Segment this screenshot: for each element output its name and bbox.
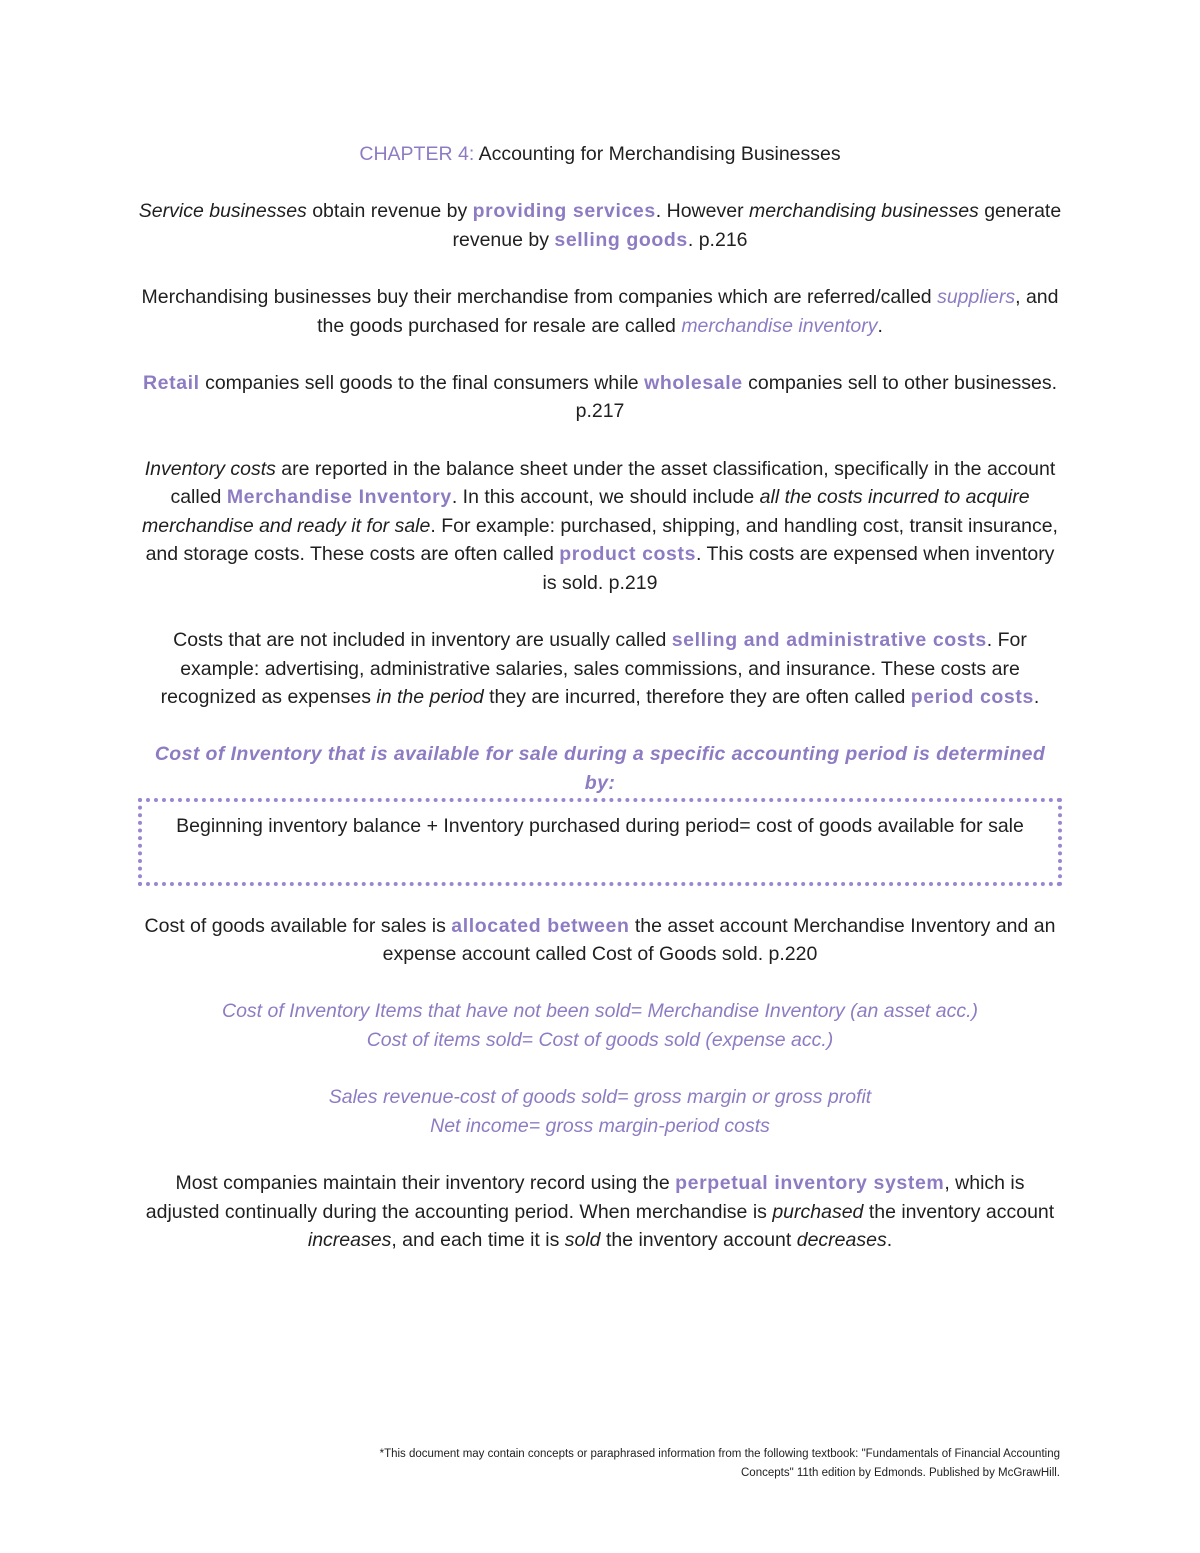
text: the inventory account bbox=[863, 1200, 1055, 1223]
emphasis-sold: sold bbox=[564, 1229, 601, 1252]
text: are reported in the balance sheet under the asset classification, specifically in the account called bbox=[170, 457, 1056, 509]
term-selling-admin-costs: selling and administrative costs bbox=[671, 629, 987, 652]
text: . This costs are expensed when inventory is sold. p.219 bbox=[542, 543, 1055, 594]
paragraph-allocation bbox=[138, 912, 1062, 969]
term-allocated-between: allocated between bbox=[451, 914, 630, 937]
text: Cost of goods available for sales is bbox=[144, 914, 452, 937]
emphasis-purchased: purchased bbox=[772, 1200, 864, 1223]
paragraph-suppliers bbox=[138, 283, 1062, 340]
chapter-heading bbox=[138, 140, 1062, 169]
term-perpetual-inventory-system: perpetual inventory system bbox=[675, 1172, 945, 1194]
term-selling-goods: selling goods bbox=[554, 228, 688, 251]
paragraph-perpetual-system bbox=[138, 1169, 1062, 1255]
text: Merchandising businesses buy their merchandise from companies which are referred/called bbox=[141, 285, 938, 308]
text: , which is adjusted continually during the accounting period. When merchandise is bbox=[145, 1172, 1025, 1223]
text: companies sell goods to the final consumers while bbox=[199, 371, 645, 394]
paragraph-inventory-costs bbox=[138, 455, 1062, 598]
term-merchandise-inventory-account: Merchandise Inventory bbox=[226, 486, 452, 509]
formula-inventory-line: Cost of Inventory Items that have not been sold= Merchandise Inventory (an asset acc.) bbox=[221, 1000, 979, 1023]
footnote bbox=[170, 1445, 1060, 1483]
text: the inventory account bbox=[600, 1229, 797, 1252]
term-merchandising-businesses: merchandising businesses bbox=[749, 200, 979, 223]
term-period-costs: period costs bbox=[910, 686, 1034, 709]
emphasis-decreases: decreases bbox=[796, 1229, 887, 1252]
emphasis-in-the-period: in the period bbox=[376, 686, 484, 709]
footnote-line-2: Concepts" 11th edition by Edmonds. Published by McGrawHill. bbox=[741, 1467, 1060, 1479]
cost-of-inventory-heading: Cost of Inventory that is available for sale during a specific accounting period is determined by: bbox=[154, 743, 1046, 795]
text: . bbox=[886, 1229, 893, 1252]
text: . For example: advertising, administrative salaries, sales commissions, and insurance. These costs are recognized as expenses bbox=[160, 629, 1027, 709]
text: , and the goods purchased for resale are called bbox=[317, 285, 1059, 337]
text: Most companies maintain their inventory record using the bbox=[175, 1172, 676, 1194]
text: they are incurred, therefore they are often called bbox=[483, 686, 911, 709]
term-product-costs: product costs bbox=[559, 543, 697, 566]
text: . For example: purchased, shipping, and handling cost, transit insurance, and storage costs. These costs are often called bbox=[145, 514, 1058, 566]
text: . p.216 bbox=[687, 228, 748, 251]
paragraph-service-vs-merchandising bbox=[138, 197, 1062, 254]
paragraph-period-costs bbox=[138, 626, 1062, 712]
formula-box bbox=[138, 798, 1062, 886]
text: . However bbox=[655, 200, 749, 223]
text: , and each time it is bbox=[391, 1229, 565, 1252]
term-service-businesses: Service businesses bbox=[138, 200, 307, 223]
text: generate revenue by bbox=[452, 200, 1062, 251]
text: Costs that are not included in inventory are usually called bbox=[173, 629, 672, 652]
text: . In this account, we should include bbox=[451, 486, 760, 509]
term-suppliers: suppliers bbox=[937, 285, 1016, 308]
term-wholesale: wholesale bbox=[644, 371, 743, 394]
emphasis-increases: increases bbox=[307, 1229, 392, 1252]
text: companies sell to other businesses. p.217 bbox=[575, 371, 1058, 423]
term-retail: Retail bbox=[142, 371, 200, 394]
formula-gross-margin-line: Sales revenue-cost of goods sold= gross margin or gross profit bbox=[328, 1086, 872, 1109]
term-providing-services: providing services bbox=[472, 200, 656, 223]
text: . bbox=[1033, 686, 1040, 709]
formula-net-income-line: Net income= gross margin-period costs bbox=[430, 1114, 770, 1137]
text: the asset account Merchandise Inventory and an expense account called Cost of Goods sold. p.220 bbox=[382, 914, 1056, 966]
text: . bbox=[877, 314, 883, 337]
text: obtain revenue by bbox=[306, 200, 473, 223]
paragraph-retail-wholesale bbox=[138, 369, 1062, 426]
emphasis-all-costs: all the costs incurred to acquire merchandise and ready it for sale bbox=[142, 486, 1030, 537]
chapter-label: CHAPTER 4: bbox=[359, 143, 475, 165]
formula-box-text: Beginning inventory balance + Inventory purchased during period= cost of goods available for sale bbox=[176, 814, 1024, 837]
formula-cogs-line: Cost of items sold= Cost of goods sold (expense acc.) bbox=[366, 1029, 834, 1052]
footnote-line-1: *This document may contain concepts or paraphrased information from the following textbook: "Fundamentals of Financial Accounting bbox=[379, 1448, 1060, 1460]
chapter-title: Accounting for Merchandising Businesses bbox=[474, 143, 841, 165]
term-merchandise-inventory: merchandise inventory bbox=[681, 314, 878, 337]
document-body bbox=[138, 140, 1062, 1255]
term-inventory-costs: Inventory costs bbox=[144, 457, 276, 480]
